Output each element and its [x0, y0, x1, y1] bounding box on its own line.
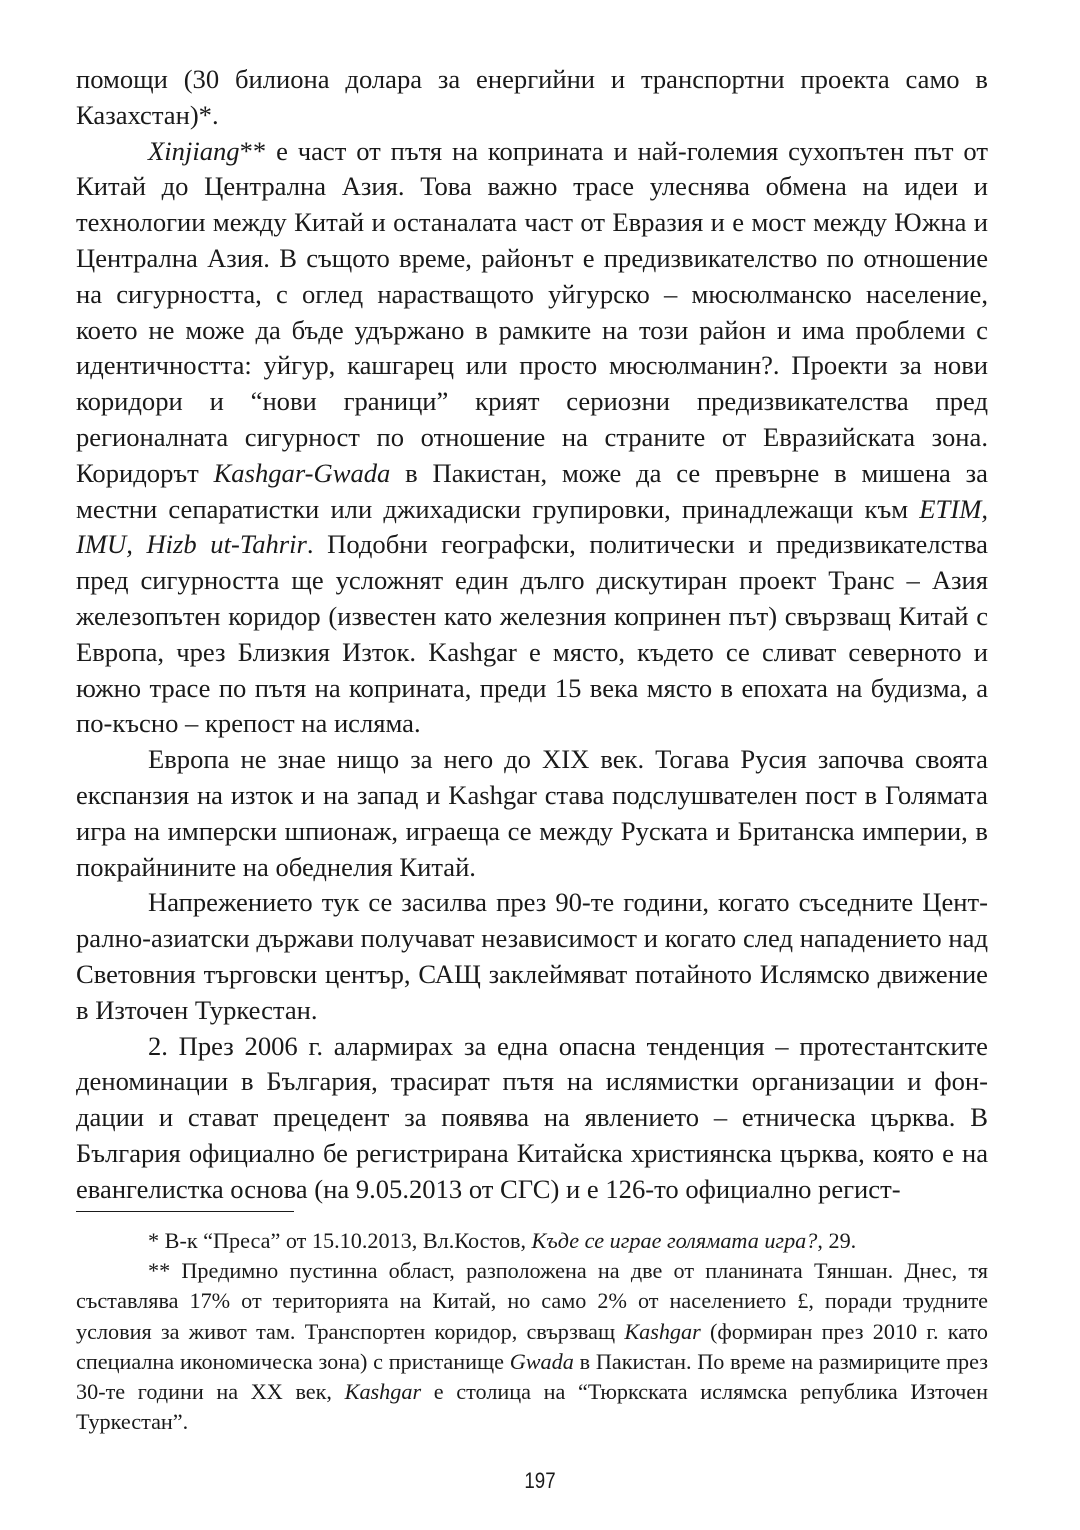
footnotes — [76, 1226, 988, 1437]
paragraph-3: Европа не знае нищо за него до XIX век. Тогава Русия започва своята експанзия на изток и на запад и Kashgar става подслушвателен пост в Голямата игра на имперски шпионаж, играеща се между Руската и Британска империи, в покрайнините на обеднелия Китай. — [76, 744, 988, 882]
footnote-1-title: Къде се играе голямата игра? — [531, 1228, 818, 1253]
paragraph-4: Напрежението тук се засилва през 90-те години, когато съседните Централно-азиатски държави получават независимост и когато след нападението над Световния търговски център, САЩ заклеймяват потайното Ислямско движение в Източен Туркестан. — [76, 887, 988, 1025]
term-xinjiang: Xinjiang — [148, 135, 240, 166]
paragraph-5: 2. През 2006 г. алармирах за една опасна тенденция – протестантските деноминации в България, трасират пътя на ислямистки организации и фондации и стават прецедент за появява на явлението – етническа църква. В България официално бе регистрирана Китайска християнска църква, която е на евангелистка основа (на 9.05.2013 от СГС) и е 126-то официално регист- — [76, 1030, 988, 1204]
footnote-2: ** Предимно пустинна област, разположена на две от планината Тяншан. Днес, тя съставлява 17% от територията на Китай, но само 2% от населението £, поради трудните условия за живот там. Транспортен коридор, свързващ Kashgar (формиран през 2010 г. като специална икономическа зона) с пристанище Gwada в Пакистан. По време на размириците през 30-те години на XX век, Kashgar е столица на “Тюркската ислямска република Източен Туркестан”. — [76, 1258, 988, 1435]
paragraph-1: помощи (30 билиона долара за енергийни и транспортни проекта само в Казахстан)*. — [76, 64, 988, 130]
footnote-divider — [76, 1211, 294, 1212]
paragraph-2: Xinjiang** е част от пътя на коприната и най-големия сухопътен път от Китай до Централна Азия. Това важно трасе улеснява обмена на идеи и технологии между Китай и останалата част от Евразия и е мост между Южна и Централна Азия. В същото време, районът е предизвикателство по отношение на сигурността, с оглед нарастващото уйгурско – мюсюлманско население, което не може да бъде удържано в рамките на този район и има проблеми с идентичността: уйгур, кашгарец или просто мюсюлманин?. Проекти за нови коридори и “нови граници” крият сериозни предизвикателства пред регионалната сигурност по отношение на страните от Евразийската зона. Коридорът Kashgar-Gwada в Пакистан, може да се превърне в мишена за местни сепаратистки или джихадиски групировки, принадлежащи към ETIM, IMU, Hizb ut-Tahrir. Подобни географски, политически и предизвикателства пред сигурността ще усложнят един дълго дискутиран проект Транс – Азия железопътен коридор (известен като железния копринен път) свързващ Китай с Европа, чрез Близкия Изток. Kashgar е място, където се сливат северното и южно трасе по пътя на коприната, преди 15 века място в епохата на будизма, а по-късно – крепост на исляма. — [76, 135, 988, 739]
term-groups: ETIM, IMU, Hizb ut-Tahrir — [76, 493, 988, 560]
footnote-1: * В-к “Преса” от 15.10.2013, Вл.Костов, Къде се играе голямата игра?, 29. — [148, 1228, 857, 1253]
main-text — [76, 62, 988, 1208]
page-number: 197 — [524, 1468, 556, 1493]
term-kashgar-gwada: Kashgar-Gwada — [213, 457, 391, 488]
